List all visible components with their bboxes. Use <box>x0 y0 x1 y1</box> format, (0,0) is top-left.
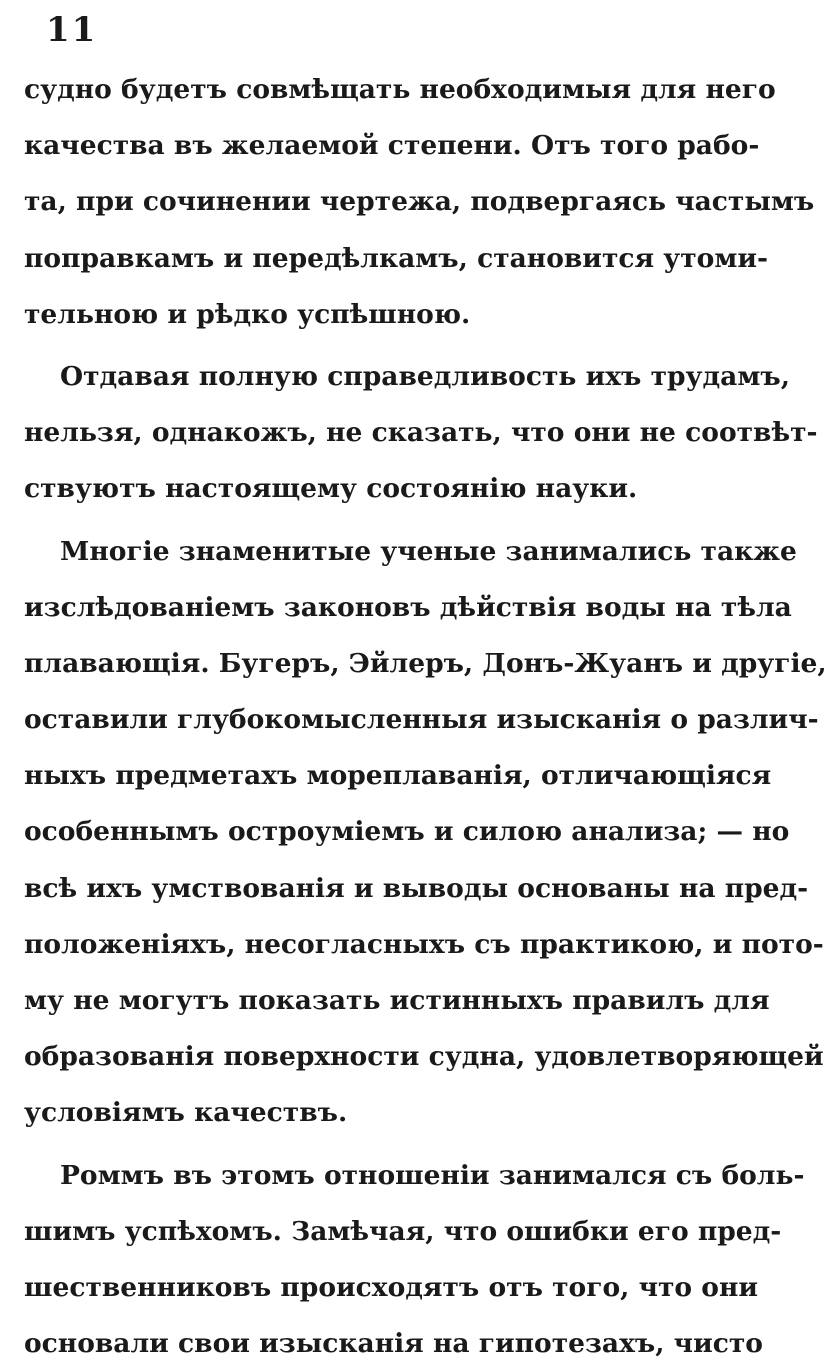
text-line: шественниковъ происходятъ отъ того, что они <box>24 1271 759 1303</box>
body-text <box>24 62 827 1372</box>
text-line: Роммъ въ этомъ отношеніи занимался съ боль- <box>60 1159 805 1191</box>
text-line: Отдавая полную справедливость ихъ трудамъ, <box>60 360 790 392</box>
paragraph <box>24 62 815 343</box>
page-number: 11 <box>46 10 98 50</box>
text-line: Многіе знаменитые ученые занимались также <box>60 535 797 567</box>
text-line: основали свои изысканія на гипотезахъ, чисто <box>24 1328 763 1360</box>
text-line: образованія поверхности судна, удовлетворяющей <box>24 1041 824 1073</box>
text-line: плавающія. Бугеръ, Эйлеръ, Донъ-Жуанъ и другіе, <box>24 647 827 679</box>
paragraph <box>24 1148 805 1372</box>
text-line: ствуютъ настоящему состоянію науки. <box>24 473 638 505</box>
text-line: изслѣдованіемъ законовъ дѣйствія воды на тѣла <box>24 591 792 623</box>
text-line: положеніяхъ, несогласныхъ съ практикою, и пото- <box>24 928 824 960</box>
text-line: условіямъ качествъ. <box>24 1097 348 1129</box>
text-line: нельзя, однакожъ, не сказать, что они не соотвѣт- <box>24 417 818 449</box>
text-line: всѣ ихъ умствованія и выводы основаны на пред- <box>24 872 809 904</box>
text-line: тельною и рѣдко успѣшною. <box>24 298 471 330</box>
text-line: поправкамъ и передѣлкамъ, становится утоми- <box>24 242 769 274</box>
text-line: особеннымъ остроуміемъ и силою анализа; — но <box>24 816 790 848</box>
text-line: качества въ желаемой степени. Отъ того рабо- <box>24 130 760 162</box>
paragraph <box>24 349 818 518</box>
text-line: оставили глубокомысленныя изысканія о различ- <box>24 704 819 736</box>
text-line: та, при сочинении чертежа, подвергаясь частымъ <box>24 186 815 218</box>
text-line: шимъ успѣхомъ. Замѣчая, что ошибки его пред- <box>24 1215 782 1247</box>
text-line: му не могутъ показать истинныхъ правилъ для <box>24 985 770 1016</box>
text-line: ныхъ предметахъ мореплаванія, отличающіяся <box>24 760 772 792</box>
text-line: судно будетъ совмѣщать необходимыя для него <box>24 74 776 105</box>
paragraph <box>24 524 827 1142</box>
